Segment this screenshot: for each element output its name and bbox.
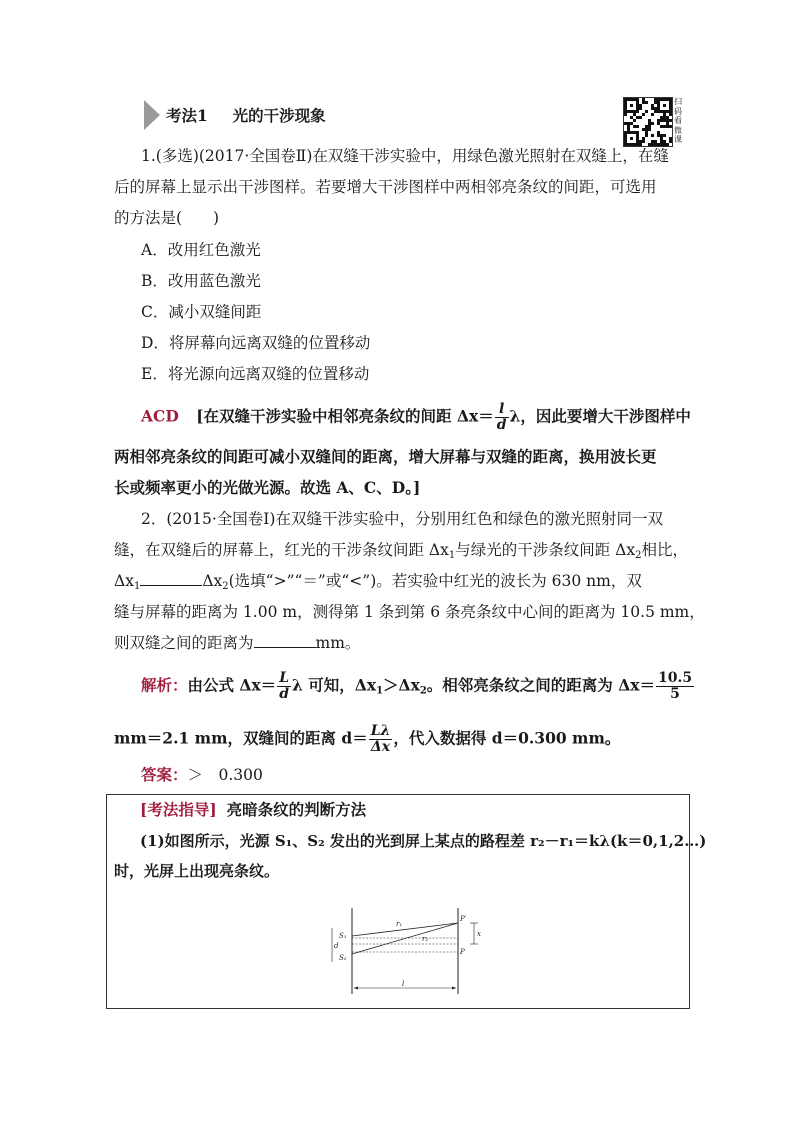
q1-stem-line-1: 1.(多选)(2017·全国卷Ⅱ)在双缝干涉实验中，用绿色激光照射在双缝上，在缝 <box>141 147 669 165</box>
section-heading <box>166 104 326 126</box>
label-s2: S₂ <box>339 954 347 962</box>
double-slit-diagram <box>324 906 504 998</box>
q1-option-b: B．改用蓝色激光 <box>141 272 261 290</box>
q1-stem-line-2: 后的屏幕上显示出干涉图样。若要增大干涉图样中两相邻亮条纹的间距，可选用 <box>114 178 657 196</box>
q1-option-a: A．改用红色激光 <box>141 241 261 259</box>
q1-explanation-line-3: 长或频率更小的光做光源。故选 A、C、D。] <box>114 478 421 497</box>
guide-heading: [考法指导] 亮暗条纹的判断方法 <box>140 800 367 819</box>
label-s1: S₁ <box>339 932 347 940</box>
ray-r1 <box>352 923 458 936</box>
q2-line-1: 2．(2015·全国卷Ⅰ)在双缝干涉实验中，分别用红色和绿色的激光照射同一双 <box>141 510 663 528</box>
q1-option-d: D．将屏幕向远离双缝的位置移动 <box>141 334 371 352</box>
guide-paragraph-1: (1)如图所示，光源 S₁、S₂ 发出的光到屏上某点的路程差 r₂－r₁＝kλ(k＝0,1,2…) <box>140 832 707 850</box>
q1-stem-line-3: 的方法是( ) <box>114 209 220 227</box>
q2-line-4: 缝与屏幕的距离为 1.00 m，测得第 1 条到第 6 条亮条纹中心间的距离为 10.5 mm， <box>114 603 705 621</box>
answer-blank-1 <box>140 571 202 586</box>
qr-side-text: 扫 码 看 微 课 <box>674 97 682 144</box>
q2-line-2: 缝，在双缝后的屏幕上，红光的干涉条纹间距 $\Delta x_1$与绿光的干涉条纹间距 $\Delta x_2$相比， <box>114 541 689 561</box>
q1-answer: ACD <box>141 406 179 426</box>
label-p-prime: P′ <box>460 915 467 923</box>
analysis-label: 解析： <box>141 675 188 695</box>
answer-label: 答案： <box>141 765 188 784</box>
section-label: 考法1 <box>166 106 208 125</box>
label-r1: r₁ <box>396 920 403 928</box>
label-p: P <box>460 948 465 956</box>
ray-r2 <box>352 923 458 954</box>
q2-line-5: 则双缝之间的距离为 mm。 <box>114 634 361 652</box>
answer-line: 答案：＞ 0.300 <box>141 765 263 784</box>
q1-explanation-line-2: 两相邻亮条纹的间距可减小双缝间的距离，增大屏幕与双缝的距离，换用波长更 <box>114 447 657 466</box>
guide-tag: [考法指导] <box>140 800 217 819</box>
analysis-line-2: mm＝2.1 mm，双缝间的距离 d＝ $\frac{L\lambda}{\Delta x}$ ，代入数据得 d＝0.300 mm。 <box>114 723 621 755</box>
analysis-line-1: 解析：由公式 Δx＝ $\frac{L}{d}$ λ 可知，$\Delta x_1>\Delta x_2$。相邻亮条纹之间的距离为 Δx＝ $\frac{10.5}{5}$ <box>141 670 693 702</box>
section-marker-arrow <box>142 98 162 132</box>
qr-code-icon <box>623 97 673 147</box>
q1-explanation-line-1: ACD [在双缝干涉实验中相邻亮条纹的间距 Δx＝ $\frac{l}{d}$ λ，因此要增大干涉图样中 <box>141 401 691 433</box>
guide-paragraph-2: 时，光屏上出现亮条纹。 <box>114 862 280 880</box>
label-l: l <box>402 980 405 988</box>
answer-blank-2 <box>254 633 316 648</box>
label-x: x <box>477 930 481 938</box>
q2-line-3: $\Delta x_1$ $\Delta x_2$(选填“>”“＝”或“<”)。若实验中红光的波长为 630 nm，双 <box>114 572 642 592</box>
label-d: d <box>334 942 339 950</box>
label-r2: r₂ <box>422 935 429 943</box>
section-title: 光的干涉现象 <box>232 106 326 125</box>
q1-option-c: C．减小双缝间距 <box>141 303 262 321</box>
q1-option-e: E．将光源向远离双缝的位置移动 <box>141 365 370 383</box>
